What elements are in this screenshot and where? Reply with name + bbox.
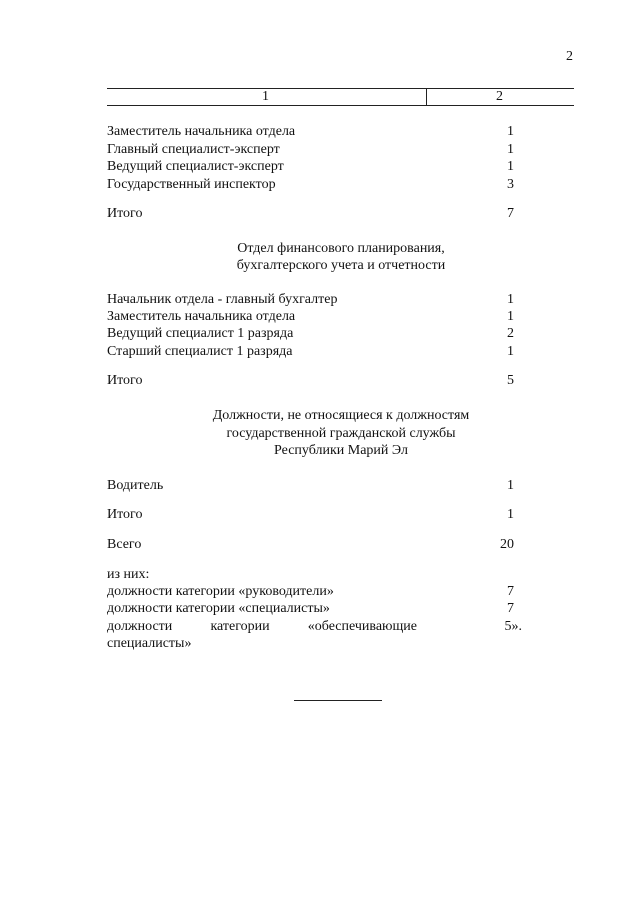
section1-total-label: Итого [107,206,143,221]
grand-total-value: 20 [500,537,514,552]
section3-heading-line2: государственной гражданской службы [226,426,456,441]
breakdown-row-label: должности категории «специалисты» [107,601,330,616]
section1-total-value: 7 [507,206,514,221]
breakdown-row-value: 7 [507,584,514,599]
table-header-top-rule [107,88,574,89]
breakdown-last-row-value: 5». [504,619,522,634]
section2-heading-line1: Отдел финансового планирования, [237,241,445,256]
section2-row-label: Ведущий специалист 1 разряда [107,326,294,341]
section2-row-label: Начальник отдела - главный бухгалтер [107,292,338,307]
section2-row-value: 2 [507,326,514,341]
section3-row-label: Водитель [107,478,164,493]
section3-total-value: 1 [507,507,514,522]
table-header-col1: 1 [262,89,269,104]
closing-separator-line [294,700,382,701]
breakdown-last-row-word: категории [210,619,270,634]
section2-total-value: 5 [507,373,514,388]
section1-row-label: Заместитель начальника отдела [107,124,296,139]
section1-row-value: 1 [507,142,514,157]
section3-total-label: Итого [107,507,143,522]
section3-row-value: 1 [507,478,514,493]
page-number: 2 [566,49,573,64]
table-header-col2: 2 [496,89,503,104]
section2-total-label: Итого [107,373,143,388]
breakdown-last-row-word: должности [107,619,173,634]
section1-row-value: 1 [507,124,514,139]
section2-row-label: Заместитель начальника отдела [107,309,296,324]
section1-row-value: 3 [507,177,514,192]
breakdown-last-row-justified [107,618,417,635]
section1-row-label: Главный специалист-эксперт [107,142,280,157]
section2-heading-line2: бухгалтерского учета и отчетности [236,258,446,273]
section1-row-value: 1 [507,159,514,174]
breakdown-last-row-word: «обеспечивающие [307,619,417,634]
section1-row-label: Ведущий специалист-эксперт [107,159,284,174]
breakdown-row-value: 7 [507,601,514,616]
section2-row-label: Старший специалист 1 разряда [107,344,293,359]
section1-row-label: Государственный инспектор [107,177,276,192]
section3-heading-line3: Республики Марий Эл [274,443,408,458]
section2-row-value: 1 [507,344,514,359]
table-header-divider [426,88,427,106]
breakdown-intro: из них: [107,567,150,582]
breakdown-row-label: должности категории «руководители» [107,584,334,599]
grand-total-label: Всего [107,537,142,552]
section2-row-value: 1 [507,309,514,324]
table-header-bottom-rule [107,105,574,106]
section3-heading-line1: Должности, не относящиеся к должностям [212,408,470,423]
section2-row-value: 1 [507,292,514,307]
breakdown-last-row-cont: специалисты» [107,636,192,651]
